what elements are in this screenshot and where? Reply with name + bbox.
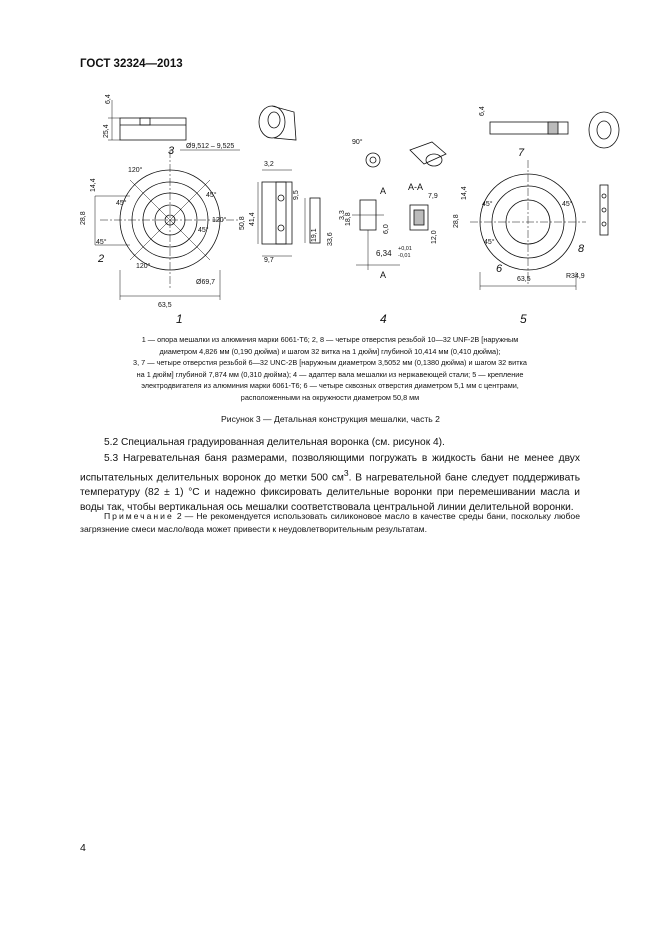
callout-8: 8	[578, 243, 585, 255]
dim-9-7: 9,7	[264, 257, 274, 264]
superscript-3: 3	[343, 468, 349, 479]
dim-33-6: 33,6	[327, 232, 334, 246]
view5-iso	[589, 112, 619, 148]
callout-6: 6	[496, 263, 503, 275]
dim-120c: 120°	[136, 263, 151, 270]
view1-bracket	[258, 170, 292, 256]
view-label-4: 4	[380, 312, 387, 326]
dim-45c: 45°	[206, 192, 217, 199]
dim5-radius: R34,9	[566, 273, 585, 280]
section-mark-a1: A	[380, 186, 387, 196]
dim-3-3: 3,3	[339, 210, 346, 220]
dim-90deg: 90°	[352, 139, 363, 146]
note-label: Примечание	[104, 511, 174, 521]
legend-line: электродвигателя из алюминия марки 6061-Т6; 6 — четыре сквозных отверстия диаметром 5,1 мм с центрами,	[141, 381, 519, 391]
view1-circle	[95, 150, 240, 300]
dim5-6-4: 6,4	[479, 106, 486, 116]
page-number: 4	[80, 842, 86, 854]
dim-41-4: 41,4	[249, 212, 256, 226]
dim-69-7: Ø69,7	[196, 279, 216, 286]
dim-tolerance-upper: +0,01	[398, 246, 412, 252]
dim5-63-5: 63,5	[517, 276, 531, 283]
body-text	[80, 436, 580, 516]
dim-19-1: 19,1	[311, 228, 318, 242]
view5-circle	[470, 160, 586, 290]
dim-9-5: 9,5	[293, 190, 300, 200]
callout-2: 2	[98, 253, 105, 265]
callout-7: 7	[518, 147, 525, 159]
dim5-45c: 45°	[562, 201, 573, 208]
dim-14-4: 14,4	[90, 178, 97, 192]
legend-line: на 1 дюйм] глубиной 7,874 мм (0,310 дюйма); 4 — адаптер вала мешалки из нержавеющей стали; 5 — крепление	[136, 369, 524, 379]
paragraph-5-3	[80, 452, 580, 516]
figure-legend	[80, 334, 580, 404]
dim-45d: 45°	[198, 227, 209, 234]
legend-line: диаметром 4,826 мм (0,190 дюйма) и шагом 32 витка на 1 дюйм] глубиной 10,414 мм (0,410 дюйма);	[159, 346, 501, 356]
legend-line: расположенными на окружности диаметром 50,8 мм	[240, 392, 420, 402]
dim-12-0: 12,0	[431, 230, 438, 244]
dim-120b: 120°	[212, 217, 227, 224]
view1-iso	[259, 106, 296, 140]
dim-28-8: 28,8	[80, 211, 87, 225]
section-mark-a2: A	[380, 270, 387, 280]
note-text: 2 — Не рекомендуется использовать силиконовое масло в качестве среды бани, поскольку любое загрязнение смеси масло/вода может привести к неудовлетворительным результатам.	[80, 511, 580, 534]
dim-6-0: 6,0	[383, 224, 390, 234]
note-2	[80, 510, 580, 535]
dim-120a: 120°	[128, 167, 143, 174]
dim-45b: 45°	[96, 239, 107, 246]
dim-6-34: 6,34	[376, 249, 392, 258]
dim5-45b: 45°	[484, 239, 495, 246]
stirrer-drawing	[0, 0, 661, 330]
dim-3-2: 3,2	[264, 161, 274, 168]
paragraph-5-2: 5.2 Специальная градуированная делительная воронка (см. рисунок 4).	[104, 437, 445, 448]
dim-50-8: 50,8	[239, 216, 246, 230]
section-title-aa: A-A	[408, 182, 424, 192]
paragraph-5-3-part2: . В нагревательной бане следует поддерживать температуру (82 ± 1) °С и надежно фиксировать делительные воронки при перемешивании масла и воды так, чтобы вертикальная ось мешалки соответствовала центральной линии делительной воронки.	[80, 472, 580, 513]
legend-line: 3, 7 — четыре отверстия резьбой 6—32 UNC-2B [наружным диаметром 3,5052 мм (0,1380 дюйма) и шагом 32 витка	[133, 358, 527, 368]
dim-45a: 45°	[116, 200, 127, 207]
view1-side-bar	[108, 100, 186, 140]
legend-line: 1 — опора мешалки из алюминия марки 6061-Т6; 2, 8 — четыре отверстия резьбой 10—32 UNF-2B [наружным	[141, 335, 519, 344]
dim5-14-4: 14,4	[461, 186, 468, 200]
figure-title: Рисунок 3 — Детальная конструкция мешалки, часть 2	[221, 414, 440, 424]
dim-18-8: 18,8	[345, 212, 352, 226]
dim5-45a: 45°	[482, 201, 493, 208]
view5-strip	[600, 185, 608, 235]
dim-tolerance-lower: -0,01	[398, 253, 411, 259]
view-label-1: 1	[176, 312, 183, 326]
dim-25-4: 25,4	[103, 124, 110, 138]
view-label-5: 5	[520, 312, 527, 326]
callout-3: 3	[168, 145, 175, 157]
document-header: ГОСТ 32324—2013	[80, 58, 183, 70]
dim-bore-diameter: Ø9,512 – 9,525	[186, 143, 235, 150]
paragraph-5-3-part1: 5.3 Нагревательная баня размерами, позволяющими погружать в жидкость бани не менее двух испытательных делительных воронок до метки 500 см	[80, 452, 580, 484]
dim5-28-8: 28,8	[453, 214, 460, 228]
dim-7-9: 7,9	[428, 193, 438, 200]
dim-6-4: 6,4	[105, 94, 112, 104]
view5-bar	[490, 122, 568, 134]
dim-63-5: 63,5	[158, 302, 172, 309]
